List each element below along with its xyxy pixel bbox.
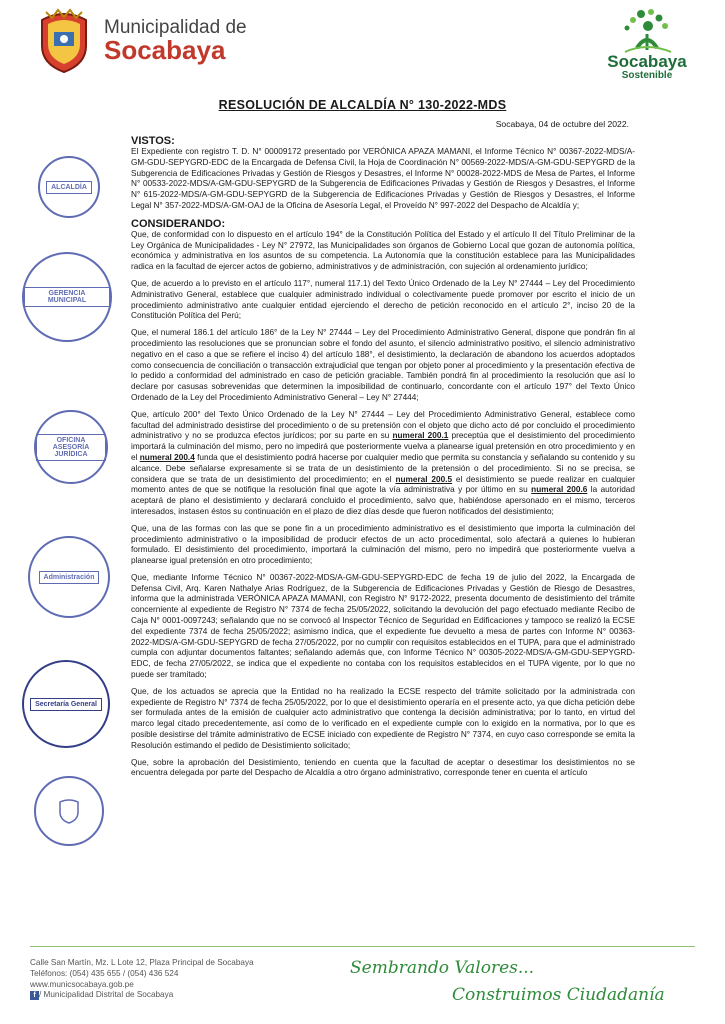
considerando-paragraph-7: Que, de los actuados se aprecia que la Entidad no ha realizado la ECSE respecto del trámite solicitado por la administrada con expediente de Registro N° 7374 de fecha 25/05/2022, por lo que el desistimiento operaría en el presente acto, ya que dicha petición debe ser formulada antes de la emisión de cualquier acto administrativo que contenga la decisión administrativa; por lo tanto, en virtud del marco legal citado precedentemente, así como de lo verificado en el expediente cumple con lo exigido en la normativa, por lo que es posible desistirse del trámite administrativo de ECSE iniciado con expediente de Registro N° 7374, en cuyo caso corresponde se emita la Resolución estimando el pedido de Desistimiento solicitado; bbox=[131, 686, 635, 750]
brand-subtitle: Sostenible bbox=[621, 70, 673, 81]
municipality-city: Socabaya bbox=[104, 35, 226, 65]
vistos-heading: VISTOS: bbox=[131, 135, 175, 147]
considerando-paragraph-8: Que, sobre la aprobación del Desistimiento, teniendo en cuenta que la facultad de aceptar o desestimar los desistimientos no se encuentra delegada por parte del Despacho de Alcaldía a otro órgano administrativo, corresponde tener en cuenta el artículo bbox=[131, 757, 635, 778]
letterhead bbox=[0, 0, 725, 100]
slogan-sembrando: Sembrando Valores... bbox=[350, 958, 535, 978]
seal-crest-icon bbox=[58, 798, 80, 824]
stamp-secretaria-general: Secretaría General bbox=[22, 660, 110, 748]
facebook-icon: f bbox=[30, 991, 39, 1000]
considerando-paragraph-3: Que, el numeral 186.1 del artículo 186° de la Ley N° 27444 – Ley del Procedimiento Administrativo General, dispone que pondrán fin al procedimiento las resoluciones que se pronuncian sobre el fondo del asunto, el silencio administrativo positivo, el silencio administrativo negativo en el caso a que se refiere el inciso 4) del artículo 188°, el desistimiento, la declaración de abandono los acuerdos adoptados como consecuencia de conciliación o transacción extrajudicial que tengan por objeto poner al procedimiento y la presentación efectiva de lo pedido a conformidad del administrado en caso de petición graciable. También pondrá fin al procedimiento la resolución que así lo declare por casusas sobrevenidas que determinen la imposibilidad de continuarlo, concordante con el artículo 197° del Texto Único Ordenado de la Ley del Procedimiento Administrativo General – Ley N° 27444; bbox=[131, 328, 635, 402]
considerando-paragraph-4: Que, artículo 200° del Texto Único Ordenado de la Ley N° 27444 – Ley del Procedimiento Administrativo General, establece como facultad del administrado desistirse del procedimiento o de su pretensión con el objeto que dicho acto dé por concluido el procedimiento administrativo y no se produzca efectos jurídicos; por su parte en su numeral 200.1 preceptúa que el desistimiento del procedimiento importará la culminación del mismo, pero no impedirá que posteriormente vuelva a planearse igual pretensión en otro procedimiento y en el numeral 200.4 funda que el desistimiento podrá hacerse por cualquier medio que permita su constancia y señalando su contenido y su alcance. Debe señalarse expresamente si se trata de un desistimiento de la pretensión o del procedimiento. Si no se precisa, se considera que se trata de un desistimiento del procedimiento; en el numeral 200.5 el desistimiento se puede realizar en cualquier momento antes de que se notifique la resolución final que agote la vía administrativa y por último en su numeral 200.6 la autoridad aceptará de plano el desistimiento y declarará concluido el procedimiento, salvo que, habiéndose apersonado en el mismo, terceros interesados, instasen éstos su continuación en el plazo de diez días desde que fueron notificados del desistimiento; bbox=[131, 409, 636, 516]
vistos-paragraph: El Expediente con registro T. D. N° 00009172 presentado por VERÓNICA APAZA MAMANI, el Informe Técnico N° 00367-2022-MDS/A-GM-GDU-SEPYGRD-EDC de la Encargada de Defensa Civil, la Hoja de Coordinación N° 00569-2022-MDS/A-GM-GDU-SEPYGRD de la Subgerencia de Edificaciones Privadas y Gestión de Riesgos y Desastres, el Informe N° 00028-2022-MDS de Mesa de Partes, el Informe N° 00533-2022-MDS/A-GM-GDU-SEPYGRD de la Subgerencia de Edificaciones Privadas y Gestión de Riesgos y Desastres, el Informe N° 615-2022-MDS/A-GM-GDU-SEPYGRD de la Subgerencia de Edificaciones Privadas y Gestión de Riesgos y Desastres, el Informe Legal N° 357-2022-MDS/A-GM-OAJ de la Oficina de Asesoría Legal, el Proveído N° 997-2022 del Despacho de Alcaldía y; bbox=[131, 147, 635, 210]
considerando-paragraph-5: Que, una de las formas con las que se pone fin a un procedimiento administrativo es el desistimiento que importa la culminación del procedimiento administrativo o la imposibilidad de producir efectos de un acto procedimental, solo afectará a quienes lo hubieran formulado. El desistimiento del procedimiento, importará la culminación del mismo, pero no impedirá que posteriormente vuelva a planearse igual pretensión en otro procedimiento; bbox=[131, 523, 635, 566]
resolution-body bbox=[131, 135, 635, 785]
footer-divider bbox=[30, 946, 695, 947]
municipality-name: Municipalidad de bbox=[104, 17, 247, 38]
resolution-date: Socabaya, 04 de octubre del 2022. bbox=[495, 119, 629, 129]
footer-contact bbox=[30, 958, 254, 1001]
resolution-title: RESOLUCIÓN DE ALCALDÍA N° 130-2022-MDS bbox=[218, 98, 507, 112]
slogan-construimos: Construimos Ciudadanía bbox=[452, 985, 665, 1005]
considerando-paragraph-6: Que, mediante Informe Técnico N° 00367-2022-MDS/A-GM-GDU-SEPYGRD-EDC de fecha 19 de julio del 2022, la Encargada de Defensa Civil, Arq. Karen Nathalye Arias Rodríguez, de la Subgerencia de Edificaciones Privadas y Gestión de Riesgo de Desastres, informa que la administrada VERÓNICA APAZA MAMANI, con Registro N° 9172-2022, presenta documento de desistimiento del trámite concerniente al expediente de Registro N° 7374 de fecha 25/05/2022, solicitando la devolución del pago efectuado mediante Recibo de Caja N° 0001-0097243; señalando que no se convocó al Inspector Técnico de Seguridad en Edificaciones y tampoco se realizó la ECSE del expediente 7374 de fecha 25/05/2022; asimismo indica, que el expediente fue devuelto a mesa de partes con Informe N° 00363-2022-MDS/A-GM-GDU-SEPYGRD de fecha 27/05/2022, por no cumplir con requisitos establecidos en el TUPA, para que el administrado cumpla con adjuntar documentos faltantes; señalando además que, con Informe Técnico N° 00305-2022-MDS/A-GM-GDU-SEPYGRD-EDC, de fecha 27/05/2022, se indica que el expediente no contaba con los requisitos establecidos en el TUPA vigente, por lo que no puede ser tramitado; bbox=[131, 572, 635, 680]
stamp-municipal-seal bbox=[34, 776, 104, 846]
footer-address: Calle San Martín, Mz. L Lote 12, Plaza Principal de Socabaya bbox=[30, 958, 254, 967]
footer-website: www.municsocabaya.gob.pe bbox=[30, 979, 134, 989]
footer-phones: Teléfonos: (054) 435 655 / (054) 436 524 bbox=[30, 968, 179, 978]
municipal-crest-icon bbox=[34, 6, 94, 74]
considerando-paragraph-1: Que, de conformidad con lo dispuesto en el artículo 194° de la Constitución Política del Estado y el artículo II del Título Preliminar de la Ley Orgánica de Municipalidades - Ley N° 27972, las Municipalidades son órganos de Gobierno Local que gozan de autonomía política, económica y administrativa en los asuntos de su competencia. La Autonomía que la constitución establece para las Municipalidades radica en la facultad de ejercer actos de gobierno, administrativos y de administración, con sujeción al ordenamiento jurídico; bbox=[131, 229, 635, 272]
stamp-asesoria-juridica: OFICINA ASESORÍA JURÍDICA bbox=[34, 410, 108, 484]
stamp-alcaldia: ALCALDÍA bbox=[38, 156, 100, 218]
stamp-gerencia-municipal: GERENCIA MUNICIPAL bbox=[22, 252, 112, 342]
considerando-heading: CONSIDERANDO: bbox=[131, 217, 226, 230]
stamp-administracion: Administración bbox=[28, 536, 110, 618]
brand-title: Socabaya bbox=[607, 52, 687, 71]
footer-facebook: f / Municipalidad Distrital de Socabaya bbox=[30, 990, 254, 1001]
considerando-paragraph-2: Que, de acuerdo a lo previsto en el artículo 117°, numeral 117.1) del Texto Único Ordenado de la Ley N° 27444 – Ley del Procedimiento Administrativo General, establece que cualquier administrado individual o colectivamente puede promover por escrito el inicio de un procedimiento administrativo ante cualquier entidad ejerciendo el derecho de petición reconocido en el artículo 2°, inciso 20 de la Constitución Política del Perú; bbox=[131, 278, 635, 321]
